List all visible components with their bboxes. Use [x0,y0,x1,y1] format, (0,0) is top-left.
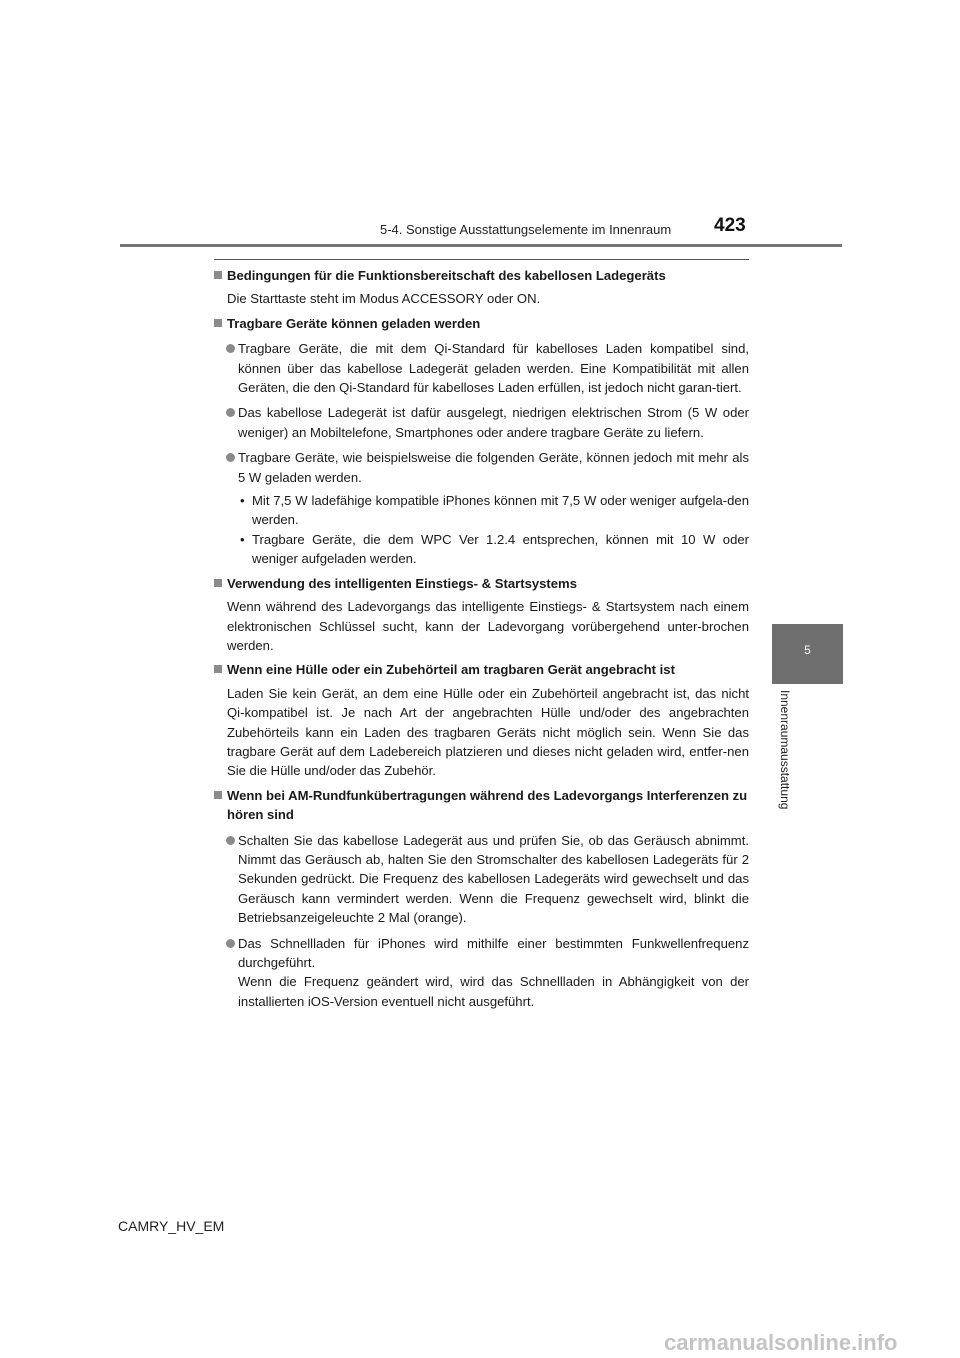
paragraph: Die Starttaste steht im Modus ACCESSORY oder ON. [227,291,541,307]
sub-list-item-text: Tragbare Geräte, die dem WPC Ver 1.2.4 entsprechen, können mit 10 W oder weniger aufgeladen werden. [252,531,749,567]
heading-text: Verwendung des intelligenten Einstiegs- & Startsystems [227,575,577,591]
circle-bullet-icon [226,408,235,417]
chapter-number: 5 [804,643,811,657]
list-item [214,934,749,1012]
heading-text: Bedingungen für die Funktionsbereitschaft des kabellosen Ladegeräts [227,268,666,283]
main-content [214,266,749,1011]
running-header: 5-4. Sonstige Ausstattungselemente im Innenraum [380,222,672,237]
list-item-text: Das Schnellladen für iPhones wird mithilfe einer bestimmten Funkwellenfrequenz durchgeführt. [238,935,749,970]
square-bullet-icon [214,665,222,673]
sub-list [214,491,749,569]
list-item [214,831,749,928]
header-divider [120,244,842,247]
list-item-text: Das kabellose Ladegerät ist dafür ausgelegt, niedrigen elektrischen Strom (5 W oder weniger) an Mobiltelefone, Smartphones oder andere tragbare Geräte zu liefern. [238,405,749,440]
heading-text: Wenn eine Hülle oder ein Zubehörteil am tragbaren Gerät angebracht ist [227,662,675,678]
section-heading [214,786,749,825]
circle-bullet-icon [226,344,235,353]
section-heading [214,660,749,679]
chapter-tab [772,624,843,684]
heading-text: Tragbare Geräte können geladen werden [227,315,481,331]
section-heading [214,266,749,285]
paragraph: Wenn während des Ladevorgangs das intelligente Einstiegs- & Startsystem nach einem elektronischen Schlüssel sucht, kann der Ladevorgang vorübergehend unter-brochen werden. [227,599,749,653]
content-divider [214,259,749,260]
list-item [214,339,749,397]
sub-list-item-text: Mit 7,5 W ladefähige kompatible iPhones können mit 7,5 W oder weniger aufgela-den werden. [252,493,749,528]
heading-text: Wenn bei AM-Rundfunkübertragungen während des Ladevorgangs Interferenzen zu hören sind [227,787,748,823]
chapter-label: Innenraumausstattung [778,690,792,810]
sub-list-item [214,530,749,569]
square-bullet-icon [214,791,222,799]
list-item-text: Tragbare Geräte, wie beispielsweise die folgenden Geräte, können jedoch mit mehr als 5 W geladen werden. [238,450,749,485]
circle-bullet-icon [226,836,235,845]
circle-bullet-icon [226,453,235,462]
list-item [214,403,749,442]
sub-list-item [214,491,749,530]
list-item-text: Tragbare Geräte, die mit dem Qi-Standard für kabelloses Laden kompatibel sind, können über das kabellose Ladegerät geladen werden. Eine Kompatibilität mit allen Geräten, die den Qi-Standard für kabelloses Laden erfüllen, ist jedoch nicht garan-tiert. [238,341,749,396]
square-bullet-icon [214,579,222,587]
watermark: carmanualsonline.info [664,1330,898,1355]
section-heading [214,574,749,593]
dot-marker-icon: • [240,531,245,547]
section-heading [214,314,749,333]
circle-bullet-icon [226,939,235,948]
paragraph: Laden Sie kein Gerät, an dem eine Hülle oder ein Zubehörteil angebracht ist, das nicht Qi-kompatibel ist. Je nach Art der angebrachten Hülle und/oder des angebrachten Zubehörteils kann ein Laden des tragbaren Geräts nicht möglich sein. Wenn Sie das tragbare Gerät auf dem Ladebereich platzieren und dieses nicht geladen wird, entfer-nen Sie die Hülle und/oder das Zubehör. [227,685,749,779]
list-item [214,448,749,487]
footer-model-code: CAMRY_HV_EM [118,1218,225,1234]
list-item-continuation: Wenn die Frequenz geändert wird, wird das Schnellladen in Abhängigkeit von der installierten iOS-Version eventuell nicht ausgeführt. [238,974,749,1009]
square-bullet-icon [214,271,222,279]
list-item-text: Schalten Sie das kabellose Ladegerät aus und prüfen Sie, ob das Geräusch abnimmt. Nimmt das Geräusch ab, halten Sie den Stromschalter des kabellosen Ladegeräts für 2 Sekunden gedrückt. Die Frequenz des kabellosen Ladegeräts wird gewechselt und das Geräusch kann vermindert werden. Wenn die Frequenz gewechselt wird, blinkt die Betriebsanzeigeleuchte 2 Mal (orange). [238,832,749,926]
dot-marker-icon: • [240,493,245,509]
square-bullet-icon [214,319,222,327]
chapter-label-container [770,690,814,830]
page-number: 423 [714,215,746,236]
